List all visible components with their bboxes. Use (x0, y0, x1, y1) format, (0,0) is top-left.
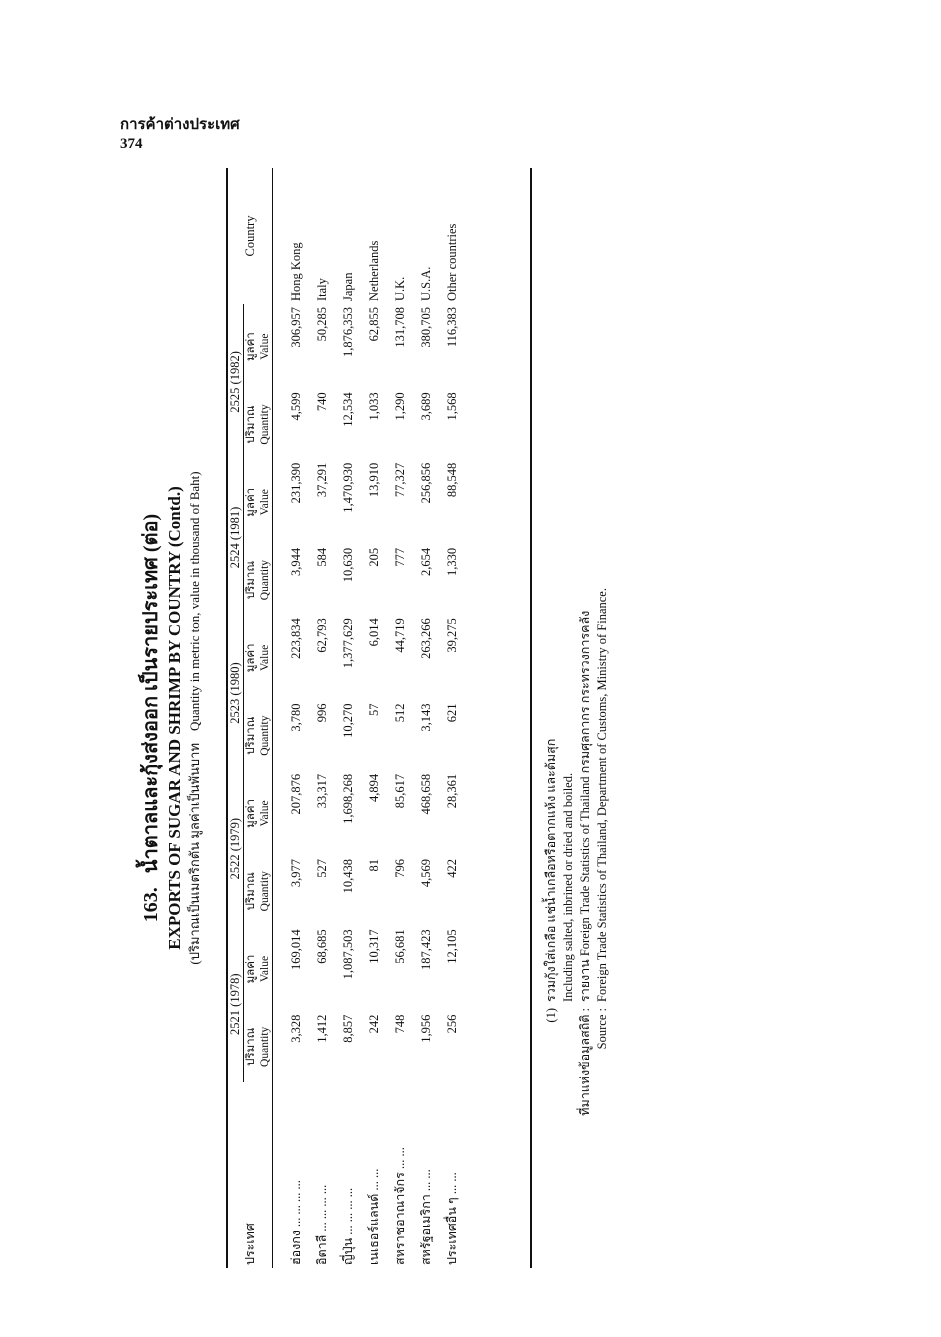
table-notes (543, 588, 611, 1148)
table-cell: 3,944 (288, 547, 303, 577)
footnote-thai: รวมกุ้งใส่เกลือ แช่น้ำเกลือหรือตากแห้ง และต้มสุก (544, 738, 558, 1002)
table-cell: 12,534 (340, 392, 355, 427)
header-value: มูลค่า Value (244, 304, 273, 389)
source-english: Foreign Trade Statistics of Thailand, Department of Customs, Ministry of Finance. (595, 588, 609, 1002)
table-row (387, 168, 413, 1268)
table-cell: 169,014 (288, 929, 303, 971)
table-cell: 1,412 (314, 1014, 329, 1043)
table-cell: 1,087,503 (340, 929, 355, 980)
header-country-thai: ประเทศ (228, 1082, 273, 1268)
table-cell: 4,569 (418, 859, 433, 888)
table-cell: 422 (444, 859, 459, 878)
table-cell: 68,685 (314, 929, 329, 964)
table-cell: 62,793 (314, 618, 329, 653)
table-cell: 207,876 (288, 773, 303, 815)
header-year-1980: 2523 (1980) (228, 615, 244, 771)
table-cell: 3,977 (288, 859, 303, 888)
header-quantity: ปริมาณ Quantity (244, 1012, 273, 1082)
table-cell: 39,275 (444, 618, 459, 653)
table-cell: 621 (444, 703, 459, 723)
table-cell: 3,780 (288, 703, 303, 732)
table-cell: 33,317 (314, 773, 329, 809)
table-cell: 468,658 (418, 773, 433, 815)
header-year-1981: 2524 (1981) (228, 460, 244, 616)
table-cell: 50,285 (314, 307, 329, 342)
table-cell: 1,033 (366, 392, 381, 421)
header-quantity: ปริมาณ Quantity (244, 856, 273, 926)
page-number: 374 (120, 136, 143, 152)
exports-table (228, 168, 465, 1268)
table-cell: 10,317 (366, 929, 381, 964)
table-cell: 996 (314, 703, 329, 723)
table-cell: 1,377,629 (340, 618, 355, 669)
table-row (273, 168, 310, 1268)
table-row (309, 168, 335, 1268)
unit-english: Quantity in metric ton, value in thousand of Baht) (187, 471, 202, 731)
header-value: มูลค่า Value (244, 615, 273, 700)
table-cell: 4,599 (288, 392, 303, 421)
table-title-block (138, 168, 204, 1268)
table-cell: 12,105 (444, 929, 459, 964)
table-row (361, 168, 387, 1268)
header-country-english: Country (228, 168, 273, 304)
table-cell: 527 (314, 859, 329, 878)
source-english-row (594, 588, 611, 1148)
country-english: Other countries (444, 223, 459, 301)
table-cell: 187,423 (418, 929, 433, 971)
table-cell: 223,834 (288, 618, 303, 659)
header-year-1978: 2521 (1978) (228, 926, 244, 1082)
header-value: มูลค่า Value (244, 926, 273, 1011)
table-row (439, 168, 465, 1268)
table-cell: 242 (366, 1014, 381, 1034)
country-thai: เนเธอร์แลนด์ ... ... (367, 1168, 381, 1265)
table-cell: 777 (392, 547, 407, 567)
table-unit-note (186, 168, 204, 1268)
table-cell: 10,270 (340, 703, 355, 738)
table-cell: 748 (392, 1014, 407, 1034)
footnote-english-row (560, 588, 577, 1148)
source-thai: รายงาน Foreign Trade Statistics of Thailand กรมศุลกากร กระทรวงการคลัง (578, 610, 592, 1002)
country-thai: สหรัฐอเมริกา ... ... (419, 1169, 433, 1265)
table-bottom-rule (530, 168, 532, 1268)
table-cell: 205 (366, 547, 381, 567)
table-cell: 263,266 (418, 618, 433, 659)
country-english: U.K. (392, 276, 407, 301)
source-label-english: Source : (595, 1008, 609, 1050)
table-cell: 1,330 (444, 547, 459, 577)
country-thai: อิตาลี ... ... ... ... (315, 1184, 329, 1265)
table-title-thai (138, 168, 164, 1268)
table-cell: 1,470,930 (340, 462, 355, 513)
country-english: Netherlands (366, 240, 381, 301)
table-cell: 56,681 (392, 929, 407, 964)
section-title: การค้าต่างประเทศ (120, 117, 240, 133)
table-cell: 131,708 (392, 307, 407, 348)
header-quantity: ปริมาณ Quantity (244, 389, 273, 459)
country-thai: สหราชอาณาจักร ... ... (393, 1147, 407, 1265)
country-english: U.S.A. (418, 266, 433, 301)
table-cell: 256,856 (418, 462, 433, 504)
table-cell: 77,327 (392, 462, 407, 498)
table-cell: 1,956 (418, 1014, 433, 1043)
table-cell: 512 (392, 703, 407, 723)
source-label-thai: ที่มาแห่งข้อมูลสถิติ : (578, 1008, 592, 1116)
table-cell: 256 (444, 1014, 459, 1034)
table-cell: 796 (392, 859, 407, 878)
table-cell: 1,698,268 (340, 773, 355, 824)
table-cell: 1,568 (444, 392, 459, 421)
country-thai: ประเทศอื่น ๆ ... ... (445, 1172, 459, 1265)
table-cell: 10,630 (340, 547, 355, 583)
table-cell: 380,705 (418, 307, 433, 348)
footnote-marker: (1) (544, 1008, 558, 1023)
table-cell: 62,855 (366, 307, 381, 342)
table-title-english: EXPORTS OF SUGAR AND SHRIMP BY COUNTRY (Contd.) (165, 486, 184, 950)
header-year-1979: 2522 (1979) (228, 771, 244, 927)
table-cell: 3,143 (418, 703, 433, 732)
table-cell: 6,014 (366, 618, 381, 647)
table-cell: 81 (366, 859, 381, 872)
header-value: มูลค่า Value (244, 460, 273, 545)
table-cell: 13,910 (366, 462, 381, 498)
header-quantity: ปริมาณ Quantity (244, 545, 273, 615)
table-cell: 85,617 (392, 773, 407, 809)
unit-thai: (ปริมาณเป็นเมตริกตัน มูลค่าเป็นพันบาท (187, 742, 202, 965)
table-cell: 8,857 (340, 1014, 355, 1043)
table-cell: 306,957 (288, 307, 303, 348)
table-cell: 3,689 (418, 392, 433, 421)
country-english: Hong Kong (288, 242, 303, 301)
table-cell: 231,390 (288, 462, 303, 504)
table-row (335, 168, 361, 1268)
table-cell: 4,894 (366, 773, 381, 802)
footnote-english: Including salted, inbrined or dried and boiled. (561, 772, 575, 1002)
source-thai-row (577, 588, 594, 1148)
table-cell: 57 (366, 703, 381, 716)
country-thai: ฮ่องกง ... ... ... ... (289, 1180, 303, 1265)
country-thai: ญี่ปุ่น ... ... ... ... (341, 1187, 355, 1265)
table-cell: 3,328 (288, 1014, 303, 1043)
table-cell: 2,654 (418, 547, 433, 577)
table-cell: 116,383 (444, 307, 459, 348)
table-cell: 44,719 (392, 618, 407, 653)
footnote (543, 588, 560, 1148)
title-thai-text: น้ำตาลและกุ้งส่งออก เป็นรายประเทศ (ต่อ) (140, 513, 162, 874)
rotated-table-page (138, 168, 609, 1268)
header-year-1982: 2525 (1982) (228, 304, 244, 460)
table-number: 163. (140, 887, 162, 923)
table-cell: 28,361 (444, 773, 459, 809)
table-row (413, 168, 439, 1268)
table-cell: 37,291 (314, 462, 329, 498)
table-cell: 10,438 (340, 859, 355, 894)
header-quantity: ปริมาณ Quantity (244, 700, 273, 770)
page-header (120, 116, 240, 154)
table-cell: 584 (314, 547, 329, 567)
country-english: Japan (340, 272, 355, 301)
table-cell: 88,548 (444, 462, 459, 498)
country-english: Italy (314, 278, 329, 301)
table-cell: 1,290 (392, 392, 407, 421)
table-cell: 1,876,353 (340, 307, 355, 357)
table-cell: 740 (314, 392, 329, 412)
header-value: มูลค่า Value (244, 771, 273, 856)
